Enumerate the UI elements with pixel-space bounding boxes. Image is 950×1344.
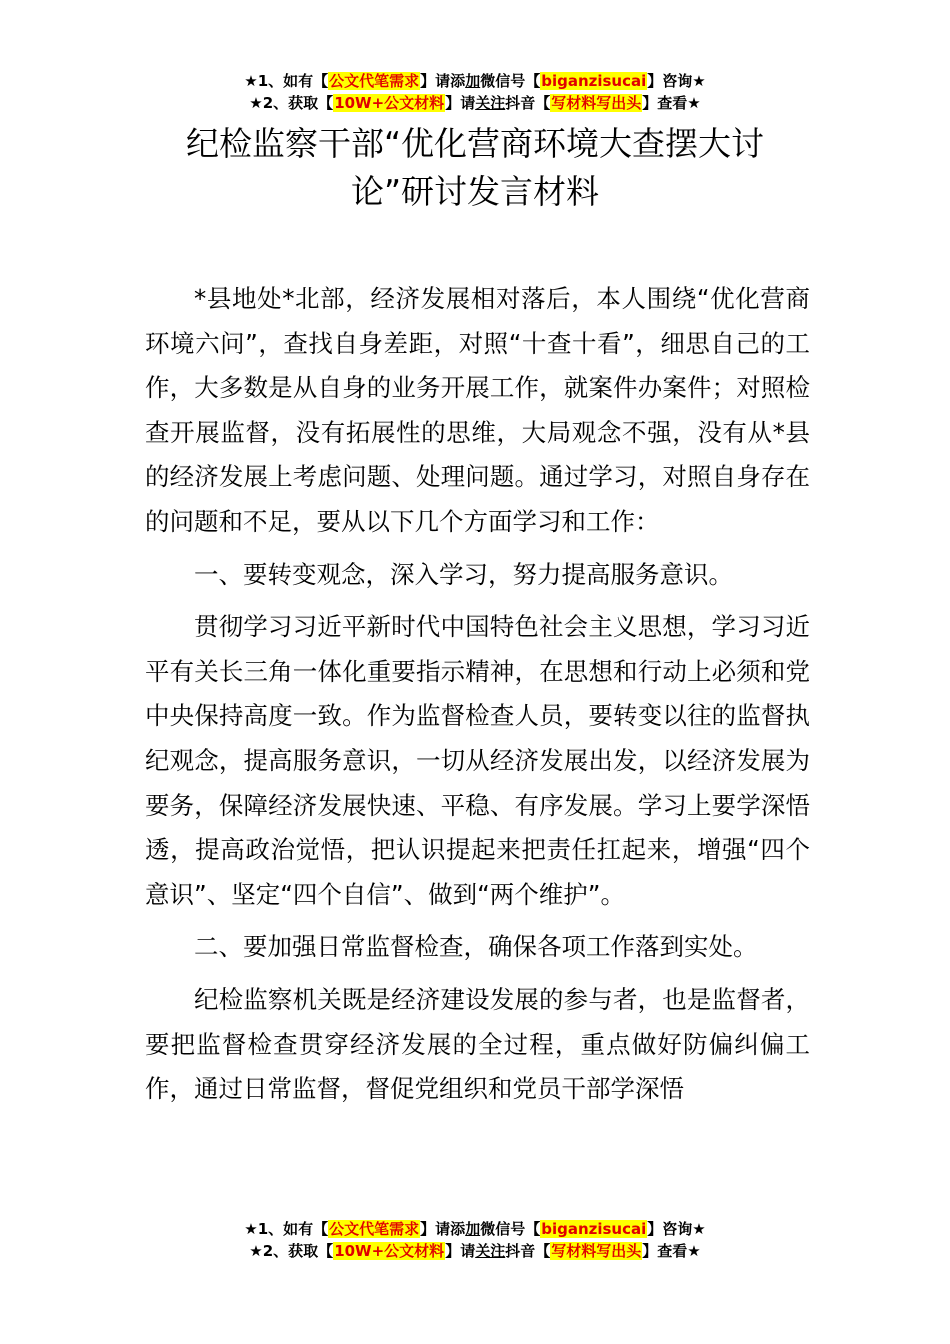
- banner-text: 加: [465, 72, 481, 90]
- banner-highlight: 10W+公文材料: [334, 1242, 445, 1260]
- banner-line-1: [0, 70, 950, 92]
- section-heading: 一、要转变观念，深入学习，努力提高服务意识。: [194, 559, 733, 589]
- banner-line-2: [0, 1240, 950, 1262]
- banner-text: ★1、如有【: [244, 72, 329, 90]
- document-body: [145, 277, 810, 1112]
- header-banner: [0, 70, 950, 114]
- banner-text: 】请: [445, 1242, 476, 1260]
- banner-text: ★1、如有【: [244, 1220, 329, 1238]
- banner-text: 】请: [445, 94, 476, 112]
- banner-text: 】咨询★: [647, 72, 706, 90]
- paragraph: 贯彻学习习近平新时代中国特色社会主义思想，学习习近平有关长三角一体化重要指示精神，在思想和行动上必须和党中央保持高度一致。作为监督检查人员，要转变以往的监督执纪观念，提高服务意识，一切从经济发展出发，以经济发展为要务，保障经济发展快速、平稳、有序发展。学习上要学深悟透，提高政治觉悟，把认识提起来把责任扛起来，增强“四个意识”、坚定“四个自信”、做到“两个维护”。: [145, 612, 810, 909]
- banner-text: 关注: [475, 1242, 506, 1260]
- paragraph: *县地处*北部，经济发展相对落后，本人围绕“优化营商环境六问”，查找自身差距，对照“十查十看”，细思自己的工作，大多数是从自身的业务开展工作，就案件办案件；对照检查开展监督，没有拓展性的思维，大局观念不强，没有从*县的经济发展上考虑问题、处理问题。通过学习，对照自身存在的问题和不足，要从以下几个方面学习和工作：: [145, 284, 810, 536]
- banner-text: ★2、获取【: [249, 94, 334, 112]
- banner-text: 】查看★: [642, 1242, 701, 1260]
- banner-highlight: 写材料写出头: [551, 1242, 642, 1260]
- paragraph: 纪检监察机关既是经济建设发展的参与者，也是监督者，要把监督检查贯穿经济发展的全过程，重点做好防偏纠偏工作，通过日常监督，督促党组织和党员干部学深悟: [145, 984, 810, 1104]
- footer-banner: [0, 1218, 950, 1262]
- banner-line-1: [0, 1218, 950, 1240]
- banner-text: 加: [465, 1220, 481, 1238]
- banner-highlight: 公文代笔需求: [329, 1220, 420, 1238]
- banner-highlight: biganzisucai: [541, 72, 647, 90]
- banner-text: 微信号【: [480, 72, 541, 90]
- banner-text: 】咨询★: [647, 1220, 706, 1238]
- banner-highlight: 10W+公文材料: [334, 94, 445, 112]
- banner-text: 】请添: [420, 1220, 466, 1238]
- banner-highlight: 公文代笔需求: [329, 72, 420, 90]
- banner-text: 抖音【: [505, 94, 551, 112]
- banner-highlight: 写材料写出头: [551, 94, 642, 112]
- banner-text: 】查看★: [642, 94, 701, 112]
- banner-text: 微信号【: [480, 1220, 541, 1238]
- banner-text: 抖音【: [505, 1242, 551, 1260]
- banner-text: 】请添: [420, 72, 466, 90]
- banner-line-2: [0, 92, 950, 114]
- document-title: 纪检监察干部“优化营商环境大查摆大讨论”研讨发言材料: [185, 124, 765, 211]
- banner-text: 关注: [475, 94, 506, 112]
- section-heading: 二、要加强日常监督检查，确保各项工作落到实处。: [194, 932, 758, 962]
- banner-highlight: biganzisucai: [541, 1220, 647, 1238]
- banner-text: ★2、获取【: [249, 1242, 334, 1260]
